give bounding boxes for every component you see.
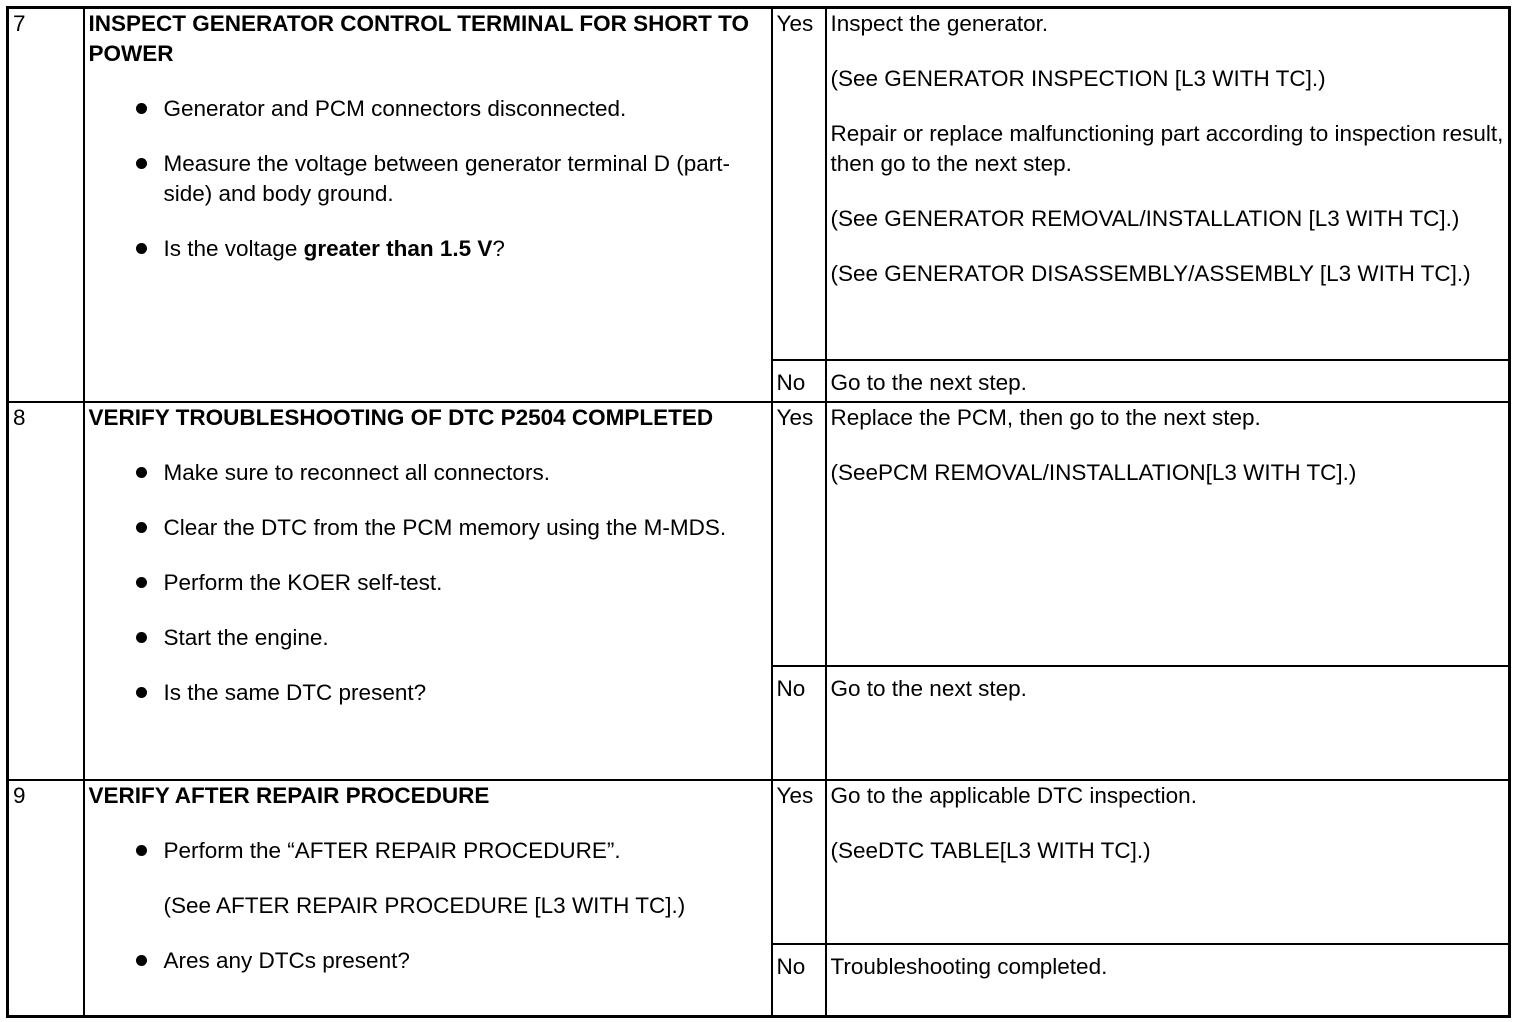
- yes-label: Yes: [772, 780, 826, 944]
- step-number: 9: [8, 780, 84, 1017]
- bullet-list: [89, 94, 767, 264]
- step-inspection: [84, 780, 772, 1017]
- yes-action: [826, 402, 1510, 666]
- question-text: Is the voltage: [163, 236, 304, 261]
- bullet-item: Make sure to reconnect all connectors.: [89, 458, 767, 488]
- bullet-subtext: (See AFTER REPAIR PROCEDURE [L3 WITH TC].): [163, 892, 686, 918]
- step-inspection: [84, 8, 772, 402]
- step-title: VERIFY TROUBLESHOOTING OF DTC P2504 COMPLETED: [88, 404, 714, 430]
- bullet-text: Perform the “AFTER REPAIR PROCEDURE”.: [163, 837, 621, 863]
- step-7-yes-row: [8, 8, 1510, 360]
- bullet-item: Clear the DTC from the PCM memory using the M-MDS.: [89, 513, 767, 543]
- step-9-yes-row: [8, 780, 1510, 944]
- bullet-item: Generator and PCM connectors disconnected.: [89, 94, 767, 124]
- step-inspection: [84, 402, 772, 780]
- action-line: Go to the applicable DTC inspection.: [830, 782, 1197, 808]
- no-label: No: [772, 666, 826, 780]
- yes-label: Yes: [772, 8, 826, 360]
- bullet-item: Ares any DTCs present?: [89, 946, 767, 976]
- yes-action: [826, 780, 1510, 944]
- no-action: Go to the next step.: [826, 360, 1510, 402]
- action-line: Repair or replace malfunctioning part according to inspection result, then go to the next step.: [830, 121, 1504, 176]
- no-action: Troubleshooting completed.: [826, 944, 1510, 1017]
- question-emphasis: greater than 1.5 V: [303, 236, 493, 261]
- step-title: INSPECT GENERATOR CONTROL TERMINAL FOR SHORT TO POWER: [88, 11, 749, 66]
- action-line: (See GENERATOR DISASSEMBLY/ASSEMBLY [L3 WITH TC].): [830, 261, 1471, 286]
- action-line: Inspect the generator.: [830, 11, 1049, 36]
- action-line: (See GENERATOR INSPECTION [L3 WITH TC].): [830, 66, 1326, 91]
- no-action: Go to the next step.: [826, 666, 1510, 780]
- action-line: (SeeDTC TABLE[L3 WITH TC].): [830, 837, 1151, 863]
- bullet-item: Perform the KOER self-test.: [89, 568, 767, 598]
- step-8-yes-row: [8, 402, 1510, 666]
- action-line: (SeePCM REMOVAL/INSTALLATION[L3 WITH TC].): [830, 459, 1357, 485]
- step-number: 7: [8, 8, 84, 402]
- bullet-item: Start the engine.: [89, 623, 767, 653]
- bullet-item-question: [89, 234, 767, 264]
- bullet-item: [89, 836, 767, 921]
- step-number: 8: [8, 402, 84, 780]
- step-title: VERIFY AFTER REPAIR PROCEDURE: [88, 782, 490, 808]
- no-label: No: [772, 944, 826, 1017]
- bullet-list: [89, 458, 767, 708]
- yes-action: [826, 8, 1510, 360]
- question-end: ?: [492, 236, 505, 261]
- bullet-item: Measure the voltage between generator terminal D (part-side) and body ground.: [89, 149, 767, 209]
- troubleshooting-table: [6, 6, 1511, 1018]
- action-line: Replace the PCM, then go to the next step.: [830, 404, 1261, 430]
- no-label: No: [772, 360, 826, 402]
- action-line: (See GENERATOR REMOVAL/INSTALLATION [L3 WITH TC].): [830, 206, 1460, 231]
- bullet-item: Is the same DTC present?: [89, 678, 767, 708]
- bullet-list: [89, 836, 767, 976]
- yes-label: Yes: [772, 402, 826, 666]
